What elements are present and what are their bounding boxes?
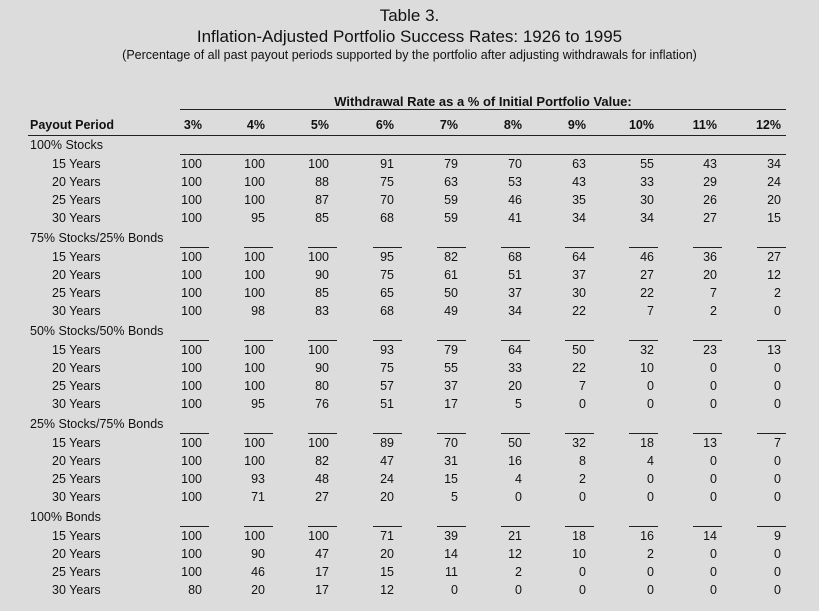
group-rule-segment	[757, 526, 786, 527]
table-cell: 100	[181, 436, 202, 450]
table-cell: 43	[572, 175, 586, 189]
table-cell: 20	[703, 268, 717, 282]
column-header: 6%	[375, 118, 394, 132]
table-cell: 100	[244, 268, 265, 282]
table-cell: 93	[251, 472, 265, 486]
column-header: 12%	[755, 118, 781, 132]
group-label: 75% Stocks/25% Bonds	[30, 231, 164, 245]
table-cell: 68	[380, 304, 394, 318]
table-cell: 53	[508, 175, 522, 189]
table-cell: 64	[572, 250, 586, 264]
table-cell: 37	[572, 268, 586, 282]
table-cell: 32	[572, 436, 586, 450]
table-cell: 64	[508, 343, 522, 357]
table-cell: 43	[703, 157, 717, 171]
group-rule-segment	[693, 340, 722, 341]
row-label: 15 Years	[52, 436, 101, 450]
table-cell: 76	[315, 397, 329, 411]
table-cell: 98	[251, 304, 265, 318]
table-cell: 0	[774, 490, 781, 504]
group-rule-segment	[373, 340, 402, 341]
table-cell: 0	[710, 583, 717, 597]
group-rule-segment	[180, 433, 209, 434]
table-cell: 48	[315, 472, 329, 486]
table-cell: 0	[710, 472, 717, 486]
table-cell: 55	[444, 361, 458, 375]
table-cell: 100	[244, 361, 265, 375]
row-label: 15 Years	[52, 157, 101, 171]
table-cell: 100	[181, 565, 202, 579]
table-cell: 14	[444, 547, 458, 561]
table-cell: 59	[444, 193, 458, 207]
table-cell: 0	[774, 454, 781, 468]
table-cell: 100	[181, 157, 202, 171]
table-cell: 0	[710, 454, 717, 468]
column-header: 10%	[628, 118, 654, 132]
row-label: 30 Years	[52, 490, 101, 504]
table-cell: 26	[703, 193, 717, 207]
group-rule-segment	[244, 247, 273, 248]
table-cell: 63	[572, 157, 586, 171]
table-cell: 100	[181, 250, 202, 264]
table-cell: 0	[647, 472, 654, 486]
table-cell: 0	[774, 397, 781, 411]
group-rule-segment	[180, 247, 209, 248]
table-cell: 100	[244, 175, 265, 189]
group-rule-segment	[565, 247, 594, 248]
table-cell: 0	[647, 583, 654, 597]
table-cell: 27	[703, 211, 717, 225]
group-label: 100% Bonds	[30, 510, 101, 524]
table-cell: 100	[308, 529, 329, 543]
row-label: 20 Years	[52, 454, 101, 468]
table-cell: 83	[315, 304, 329, 318]
group-rule	[180, 154, 786, 155]
table-cell: 46	[640, 250, 654, 264]
table-cell: 0	[515, 583, 522, 597]
table-cell: 0	[774, 361, 781, 375]
table-cell: 70	[508, 157, 522, 171]
table-cell: 0	[579, 397, 586, 411]
table-cell: 68	[380, 211, 394, 225]
group-rule-segment	[308, 526, 337, 527]
row-label: 25 Years	[52, 193, 101, 207]
table-cell: 55	[640, 157, 654, 171]
table-cell: 27	[767, 250, 781, 264]
table-cell: 33	[640, 175, 654, 189]
table-cell: 5	[451, 490, 458, 504]
table-cell: 30	[572, 286, 586, 300]
table-cell: 0	[579, 490, 586, 504]
table-cell: 10	[572, 547, 586, 561]
table-cell: 0	[774, 304, 781, 318]
table-cell: 61	[444, 268, 458, 282]
table-cell: 100	[308, 157, 329, 171]
group-rule-segment	[180, 340, 209, 341]
table-cell: 100	[181, 304, 202, 318]
table-cell: 93	[380, 343, 394, 357]
group-rule-segment	[373, 433, 402, 434]
group-rule-segment	[437, 340, 466, 341]
table-cell: 0	[451, 583, 458, 597]
table-cell: 75	[380, 268, 394, 282]
table-cell: 0	[710, 565, 717, 579]
table-cell: 22	[572, 361, 586, 375]
row-label: 20 Years	[52, 268, 101, 282]
group-rule-segment	[373, 247, 402, 248]
table-cell: 0	[774, 565, 781, 579]
row-label: 20 Years	[52, 361, 101, 375]
table-cell: 100	[244, 193, 265, 207]
table-cell: 36	[703, 250, 717, 264]
table-cell: 12	[767, 268, 781, 282]
row-label: 30 Years	[52, 304, 101, 318]
table-cell: 15	[444, 472, 458, 486]
table-cell: 59	[444, 211, 458, 225]
table-cell: 20	[380, 547, 394, 561]
table-cell: 100	[308, 343, 329, 357]
row-label: 15 Years	[52, 343, 101, 357]
column-header: 5%	[310, 118, 329, 132]
table-cell: 15	[380, 565, 394, 579]
row-label: 20 Years	[52, 547, 101, 561]
table-cell: 11	[445, 565, 458, 579]
table-cell: 57	[380, 379, 394, 393]
table-cell: 90	[315, 268, 329, 282]
group-rule-segment	[501, 433, 530, 434]
table-cell: 100	[181, 529, 202, 543]
table-cell: 100	[181, 397, 202, 411]
table-cell: 8	[579, 454, 586, 468]
table-cell: 85	[315, 286, 329, 300]
table-cell: 18	[572, 529, 586, 543]
table-cell: 5	[515, 397, 522, 411]
table-cell: 100	[244, 157, 265, 171]
table-cell: 2	[710, 304, 717, 318]
table-cell: 0	[710, 379, 717, 393]
group-rule-segment	[437, 526, 466, 527]
table-cell: 65	[380, 286, 394, 300]
table-cell: 0	[774, 583, 781, 597]
table-cell: 12	[508, 547, 522, 561]
table-cell: 7	[774, 436, 781, 450]
group-rule-segment	[693, 247, 722, 248]
table-cell: 7	[710, 286, 717, 300]
table-cell: 100	[244, 529, 265, 543]
table-cell: 17	[315, 565, 329, 579]
group-rule-segment	[629, 433, 658, 434]
table-subtitle: (Percentage of all past payout periods supported by the portfolio after adjusting withdrawals for inflation)	[122, 48, 697, 62]
group-rule-segment	[437, 433, 466, 434]
table-cell: 7	[647, 304, 654, 318]
table-cell: 100	[181, 454, 202, 468]
column-header: 11%	[692, 118, 717, 132]
row-label: 25 Years	[52, 565, 101, 579]
table-cell: 100	[181, 286, 202, 300]
table-cell: 90	[251, 547, 265, 561]
table-cell: 24	[767, 175, 781, 189]
table-cell: 23	[703, 343, 717, 357]
table-cell: 0	[710, 361, 717, 375]
table-cell: 46	[508, 193, 522, 207]
table-cell: 30	[640, 193, 654, 207]
group-rule-segment	[501, 247, 530, 248]
table-cell: 7	[579, 379, 586, 393]
table-cell: 27	[640, 268, 654, 282]
table-cell: 0	[774, 547, 781, 561]
group-rule-segment	[693, 526, 722, 527]
table-cell: 15	[767, 211, 781, 225]
column-header: 8%	[503, 118, 522, 132]
column-header: 4%	[246, 118, 265, 132]
table-cell: 22	[640, 286, 654, 300]
table-cell: 20	[767, 193, 781, 207]
table-cell: 20	[380, 490, 394, 504]
table-cell: 50	[444, 286, 458, 300]
table-cell: 50	[508, 436, 522, 450]
row-label: 30 Years	[52, 211, 101, 225]
table-cell: 75	[380, 175, 394, 189]
table-cell: 0	[710, 490, 717, 504]
table-cell: 0	[774, 472, 781, 486]
row-label: 15 Years	[52, 250, 101, 264]
group-rule-segment	[629, 340, 658, 341]
table-cell: 21	[508, 529, 522, 543]
table-cell: 0	[515, 490, 522, 504]
column-header: 7%	[439, 118, 458, 132]
table-cell: 51	[380, 397, 394, 411]
group-rule-segment	[501, 526, 530, 527]
group-rule-segment	[565, 433, 594, 434]
group-rule-segment	[629, 526, 658, 527]
table-cell: 0	[579, 583, 586, 597]
group-rule-segment	[693, 433, 722, 434]
row-label: 15 Years	[52, 529, 101, 543]
group-rule-segment	[308, 340, 337, 341]
table-cell: 29	[703, 175, 717, 189]
table-cell: 34	[640, 211, 654, 225]
table-cell: 20	[508, 379, 522, 393]
table-cell: 100	[181, 193, 202, 207]
table-cell: 13	[703, 436, 717, 450]
table-cell: 79	[444, 157, 458, 171]
table-cell: 50	[572, 343, 586, 357]
table-cell: 27	[315, 490, 329, 504]
table-cell: 14	[703, 529, 717, 543]
table-cell: 100	[244, 436, 265, 450]
group-label: 50% Stocks/50% Bonds	[30, 324, 164, 338]
table-cell: 88	[315, 175, 329, 189]
table-cell: 100	[181, 343, 202, 357]
group-rule-segment	[757, 433, 786, 434]
table-cell: 9	[774, 529, 781, 543]
table-cell: 10	[640, 361, 654, 375]
group-rule-segment	[757, 247, 786, 248]
table-cell: 100	[308, 436, 329, 450]
table-cell: 49	[444, 304, 458, 318]
table-cell: 2	[515, 565, 522, 579]
row-label: 25 Years	[52, 472, 101, 486]
table-cell: 100	[244, 286, 265, 300]
group-rule-segment	[501, 340, 530, 341]
table-cell: 35	[572, 193, 586, 207]
group-label: 25% Stocks/75% Bonds	[30, 417, 164, 431]
table-cell: 4	[515, 472, 522, 486]
table-cell: 100	[181, 361, 202, 375]
table-cell: 0	[579, 565, 586, 579]
withdrawal-rate-header: Withdrawal Rate as a % of Initial Portfolio Value:	[334, 94, 632, 109]
table-cell: 89	[380, 436, 394, 450]
table-cell: 85	[315, 211, 329, 225]
column-header: 3%	[183, 118, 202, 132]
row-label: 25 Years	[52, 379, 101, 393]
group-rule-segment	[244, 526, 273, 527]
group-rule-segment	[308, 433, 337, 434]
table-cell: 24	[380, 472, 394, 486]
table-cell: 71	[380, 529, 394, 543]
table-cell: 16	[508, 454, 522, 468]
table-cell: 75	[380, 361, 394, 375]
table-cell: 95	[251, 397, 265, 411]
table-cell: 87	[315, 193, 329, 207]
group-rule-segment	[629, 247, 658, 248]
table-cell: 32	[640, 343, 654, 357]
group-rule-segment	[244, 340, 273, 341]
table-cell: 41	[508, 211, 522, 225]
group-rule-segment	[373, 526, 402, 527]
table-cell: 2	[579, 472, 586, 486]
table-cell: 2	[774, 286, 781, 300]
table-cell: 100	[181, 268, 202, 282]
table-cell: 12	[380, 583, 394, 597]
table-cell: 79	[444, 343, 458, 357]
table-cell: 20	[251, 583, 265, 597]
table-cell: 47	[315, 547, 329, 561]
table-cell: 4	[647, 454, 654, 468]
table-cell: 100	[244, 379, 265, 393]
table-cell: 100	[181, 211, 202, 225]
table-cell: 91	[380, 157, 394, 171]
table-cell: 33	[508, 361, 522, 375]
table-cell: 18	[640, 436, 654, 450]
table-cell: 82	[315, 454, 329, 468]
group-rule-segment	[180, 526, 209, 527]
table-cell: 95	[380, 250, 394, 264]
group-rule-segment	[244, 433, 273, 434]
table-cell: 0	[710, 547, 717, 561]
table-cell: 37	[508, 286, 522, 300]
table-cell: 0	[647, 379, 654, 393]
table-cell: 100	[244, 250, 265, 264]
table-cell: 0	[647, 490, 654, 504]
table-cell: 22	[572, 304, 586, 318]
table-cell: 46	[251, 565, 265, 579]
table-cell: 100	[244, 454, 265, 468]
group-rule-segment	[757, 340, 786, 341]
group-rule-segment	[565, 340, 594, 341]
table-cell: 34	[572, 211, 586, 225]
table-cell: 47	[380, 454, 394, 468]
table-cell: 13	[767, 343, 781, 357]
row-label: 30 Years	[52, 397, 101, 411]
table-cell: 17	[315, 583, 329, 597]
table-cell: 16	[640, 529, 654, 543]
table-cell: 34	[508, 304, 522, 318]
table-cell: 0	[774, 379, 781, 393]
table-cell: 82	[444, 250, 458, 264]
table-cell: 0	[647, 397, 654, 411]
group-label: 100% Stocks	[30, 138, 103, 152]
row-label: 30 Years	[52, 583, 101, 597]
table-cell: 39	[444, 529, 458, 543]
column-header: 9%	[567, 118, 586, 132]
table-cell: 68	[508, 250, 522, 264]
row-label: 25 Years	[52, 286, 101, 300]
table-cell: 100	[308, 250, 329, 264]
group-rule-segment	[437, 247, 466, 248]
table-cell: 100	[181, 547, 202, 561]
table-cell: 90	[315, 361, 329, 375]
table-cell: 100	[181, 379, 202, 393]
table-cell: 95	[251, 211, 265, 225]
group-rule-segment	[308, 247, 337, 248]
payout-period-header: Payout Period	[30, 118, 115, 132]
table-cell: 100	[244, 343, 265, 357]
table-cell: 0	[647, 565, 654, 579]
table-number: Table 3.	[379, 6, 440, 25]
table-cell: 63	[444, 175, 458, 189]
table-title: Inflation-Adjusted Portfolio Success Rates: 1926 to 1995	[196, 27, 623, 46]
table-cell: 51	[508, 268, 522, 282]
table-cell: 2	[647, 547, 654, 561]
table-cell: 0	[710, 397, 717, 411]
table-cell: 37	[444, 379, 458, 393]
table-cell: 100	[181, 490, 202, 504]
row-label: 20 Years	[52, 175, 101, 189]
table-cell: 100	[181, 175, 202, 189]
table-cell: 70	[444, 436, 458, 450]
table-cell: 17	[444, 397, 458, 411]
table-cell: 100	[181, 472, 202, 486]
table-cell: 31	[444, 454, 458, 468]
table-cell: 80	[315, 379, 329, 393]
table-cell: 34	[767, 157, 781, 171]
table-cell: 71	[251, 490, 265, 504]
table-cell: 70	[380, 193, 394, 207]
table-cell: 80	[188, 583, 202, 597]
group-rule-segment	[565, 526, 594, 527]
